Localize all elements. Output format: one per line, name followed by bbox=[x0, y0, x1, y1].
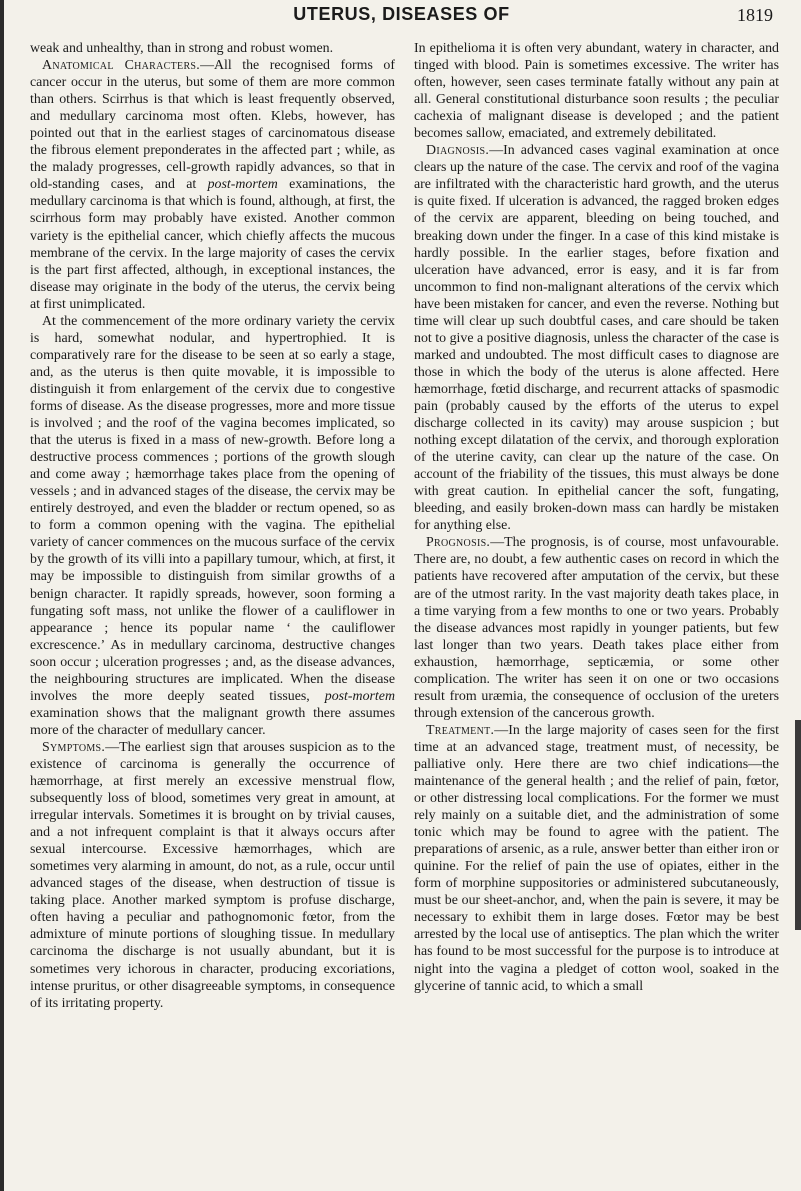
paragraph-treatment bbox=[414, 722, 779, 995]
page-edge-shadow bbox=[0, 0, 4, 1191]
section-heading: Anatomical Characters. bbox=[42, 58, 201, 74]
paragraph-text: examination shows that the malignant growth there assumes more of the character of medullary cancer. bbox=[30, 705, 395, 738]
paragraph-anatomical-characters bbox=[30, 57, 395, 313]
section-heading: Prognosis. bbox=[426, 535, 491, 551]
section-heading: Symptoms. bbox=[42, 739, 106, 755]
paragraph-text: —The prognosis, is of course, most unfavourable. There are, no doubt, a few authentic cases on record in which the patients have recovered after amputation of the cervix, but these are of the utmost rarity. In the vast majority death takes place, in a time varying from a few months to one or two years. Probably the disease advances most rapidly in younger patients, but few last longer than two years. Death takes place either from exhaustion, hæmorrhage, septicæmia, or some other complication. The writer has seen it on one or two occasions result from uræmia, the consequence of occlusion of the ureters through extension of the cancerous growth. bbox=[414, 535, 779, 721]
running-title: UTERUS, DISEASES OF bbox=[293, 4, 510, 24]
page-number: 1819 bbox=[737, 5, 773, 25]
paragraph bbox=[30, 313, 395, 739]
paragraph-text: weak and unhealthy, than in strong and robust women. bbox=[30, 41, 334, 56]
paragraph-diagnosis bbox=[414, 142, 779, 534]
left-column bbox=[30, 40, 395, 1012]
section-heading: Treatment. bbox=[426, 722, 495, 738]
page-header bbox=[30, 4, 773, 26]
paragraph-text: —The earliest sign that arouses suspicion as to the existence of carcinoma is generally the occurrence of hæmorrhage, at first merely an excessive menstrual flow, subsequently loss of blood, sometimes very great in amount, at irregular intervals. Sometimes it is brought on by trivial causes, and a not infrequent complaint is that it always occurs after sexual intercourse. Excessive hæmorrhages, which are sometimes very alarming in amount, do not, as a rule, occur until advanced stages of the disease, when destruction of tissue is taking place. Another marked symptom is profuse discharge, often having a peculiar and pathognomonic fœtor, from the admixture of minute portions of sloughing tissue. In medullary carcinoma the discharge is not usually abundant, but it is sometimes very ichorous in character, producing excoriations, intense pruritus, or other disagreeable symptoms, in consequence of its irritating property. bbox=[30, 739, 395, 1011]
paragraph-text: —In advanced cases vaginal examination at once clears up the nature of the case. The cervix and roof of the vagina are infiltrated with the characteristic hard growth, and the uterus is quite fixed. If ulceration is advanced, the ragged broken edges of the cervix are apparent, bleeding on being touched, and breaking down under the finger. In a case of this kind mistake is hardly possible. In the earlier stages, before fixation and ulceration have advanced, error is easy, and it is far from uncommon to find non-malignant alterations of the cervix which have been mistaken for cancer, and even the reverse. Nothing but time will clear up such doubtful cases, and care should be taken not to give a positive diagnosis, unless the character of the case is marked and undoubted. The most difficult cases to diagnose are those in which the body of the uterus is alone affected. Here hæmorrhage, fœtid discharge, and recurrent attacks of spasmodic pain (probably caused by the efforts of the uterus to expel discharge collected in its cavity) may arouse suspicion ; but nothing except dilatation of the cervix, and thorough exploration of the uterine cavity, can clear up the nature of the case. On account of the friability of the tissues, this must always be done with great caution. In epithelial cancer the soft, fungating, bleeding, and easily broken-down mass can hardly be mistaken for anything else. bbox=[414, 143, 779, 534]
paragraph-prognosis bbox=[414, 534, 779, 722]
paragraph-text: At the commencement of the more ordinary variety the cervix is hard, somewhat nodular, and hypertrophied. It is comparatively rare for the disease to be seen at so early a stage, and, as the uterus is then quite movable, it is impossible to distinguish it from enlargement of the cervix due to congestive forms of disease. As the disease progresses, more and more tissue is involved ; and the roof of the vagina becomes implicated, so that the uterus is fixed in a mass of new-growth. Before long a destructive process commences ; portions of the growth slough and come away ; hæmorrhage takes place from the opening of vessels ; and in advanced stages of the disease, the cervix may be entirely destroyed, and even the bladder or rectum opened, so as to form a common opening with the vagina. The epithelial variety of cancer commences on the mucous surface of the cervix by the growth of its villi into a papillary tumour, which, at first, it may be impossible to distinguish from similar growths of a benign character. It rapidly spreads, however, soon forming a fungating soft mass, not unlike the flower of a cauliflower in appearance ; hence its popular name ‘ the cauliflower excrescence.’ As in medullary carcinoma, destructive changes soon occur ; ulceration progresses ; and, as the disease advances, the neighbouring structures are implicated. When the disease involves the more deeply seated tissues, bbox=[30, 313, 395, 704]
paragraph-text: In epithelioma it is often very abundant, watery in character, and tinged with blood. Pain is sometimes excessive. The writer has often, however, seen cases terminate fatally without any pain at all. General constitutional disturbance soon results ; the peculiar cachexia of malignant disease is developed ; and the patient becomes sallow, emaciated, and extremely debilitated. bbox=[414, 41, 779, 142]
paragraph-text: —In the large majority of cases seen for the first time at an advanced stage, treatment must, of necessity, be palliative only. Here there are two chief indications—the maintenance of the general health ; and the relief of pain, fœtor, or other distressing local complications. For the former we must rely mainly on a suitable diet, and the administration of some tonic which may be found to agree with the patient. The preparations of arsenic, as a rule, answer better than either iron or quinine. For the relief of pain the use of opiates, either in the form of morphine suppositories or administered subcutaneously, must be our sheet-anchor, and, when the pain is severe, it may be necessary to exhibit them in large doses. Fœtor may be best arrested by the local use of antiseptics. The plan which the writer has found to be most successful for the purpose is to introduce at night into the vagina a pledget of cotton wool, soaked in the glycerine of tannic acid, to which a small bbox=[414, 722, 779, 994]
paragraph-symptoms bbox=[30, 739, 395, 1012]
paragraph bbox=[414, 40, 779, 142]
italic-term: post-mortem bbox=[324, 688, 395, 704]
page-edge-right bbox=[795, 720, 801, 930]
paragraph-text: examinations, the medullary carcinoma is that which is found, although, at first, the scirrhous form may probably have existed. Another common variety is the epithelial cancer, which chiefly affects the mucous membrane of the cervix. In the large majority of cases the cervix is the part first affected, although, in exceptional instances, the disease may originate in the body of the uterus, the cervix being at first unimplicated. bbox=[30, 177, 395, 312]
section-heading: Diagnosis. bbox=[426, 143, 490, 159]
paragraph-text: —All the recognised forms of cancer occur in the uterus, but some of them are more common than others. Scirrhus is that which is least frequently observed, and medullary carcinoma most often. Klebs, however, has pointed out that in the earliest stages of carcinomatous disease the fibrous element preponderates in the affected part ; while, as the malady progresses, cell-growth rapidly advances, so that in old-standing cases, and at bbox=[30, 58, 395, 193]
right-column bbox=[414, 40, 779, 995]
italic-term: post-mortem bbox=[207, 177, 278, 193]
paragraph bbox=[30, 40, 395, 57]
